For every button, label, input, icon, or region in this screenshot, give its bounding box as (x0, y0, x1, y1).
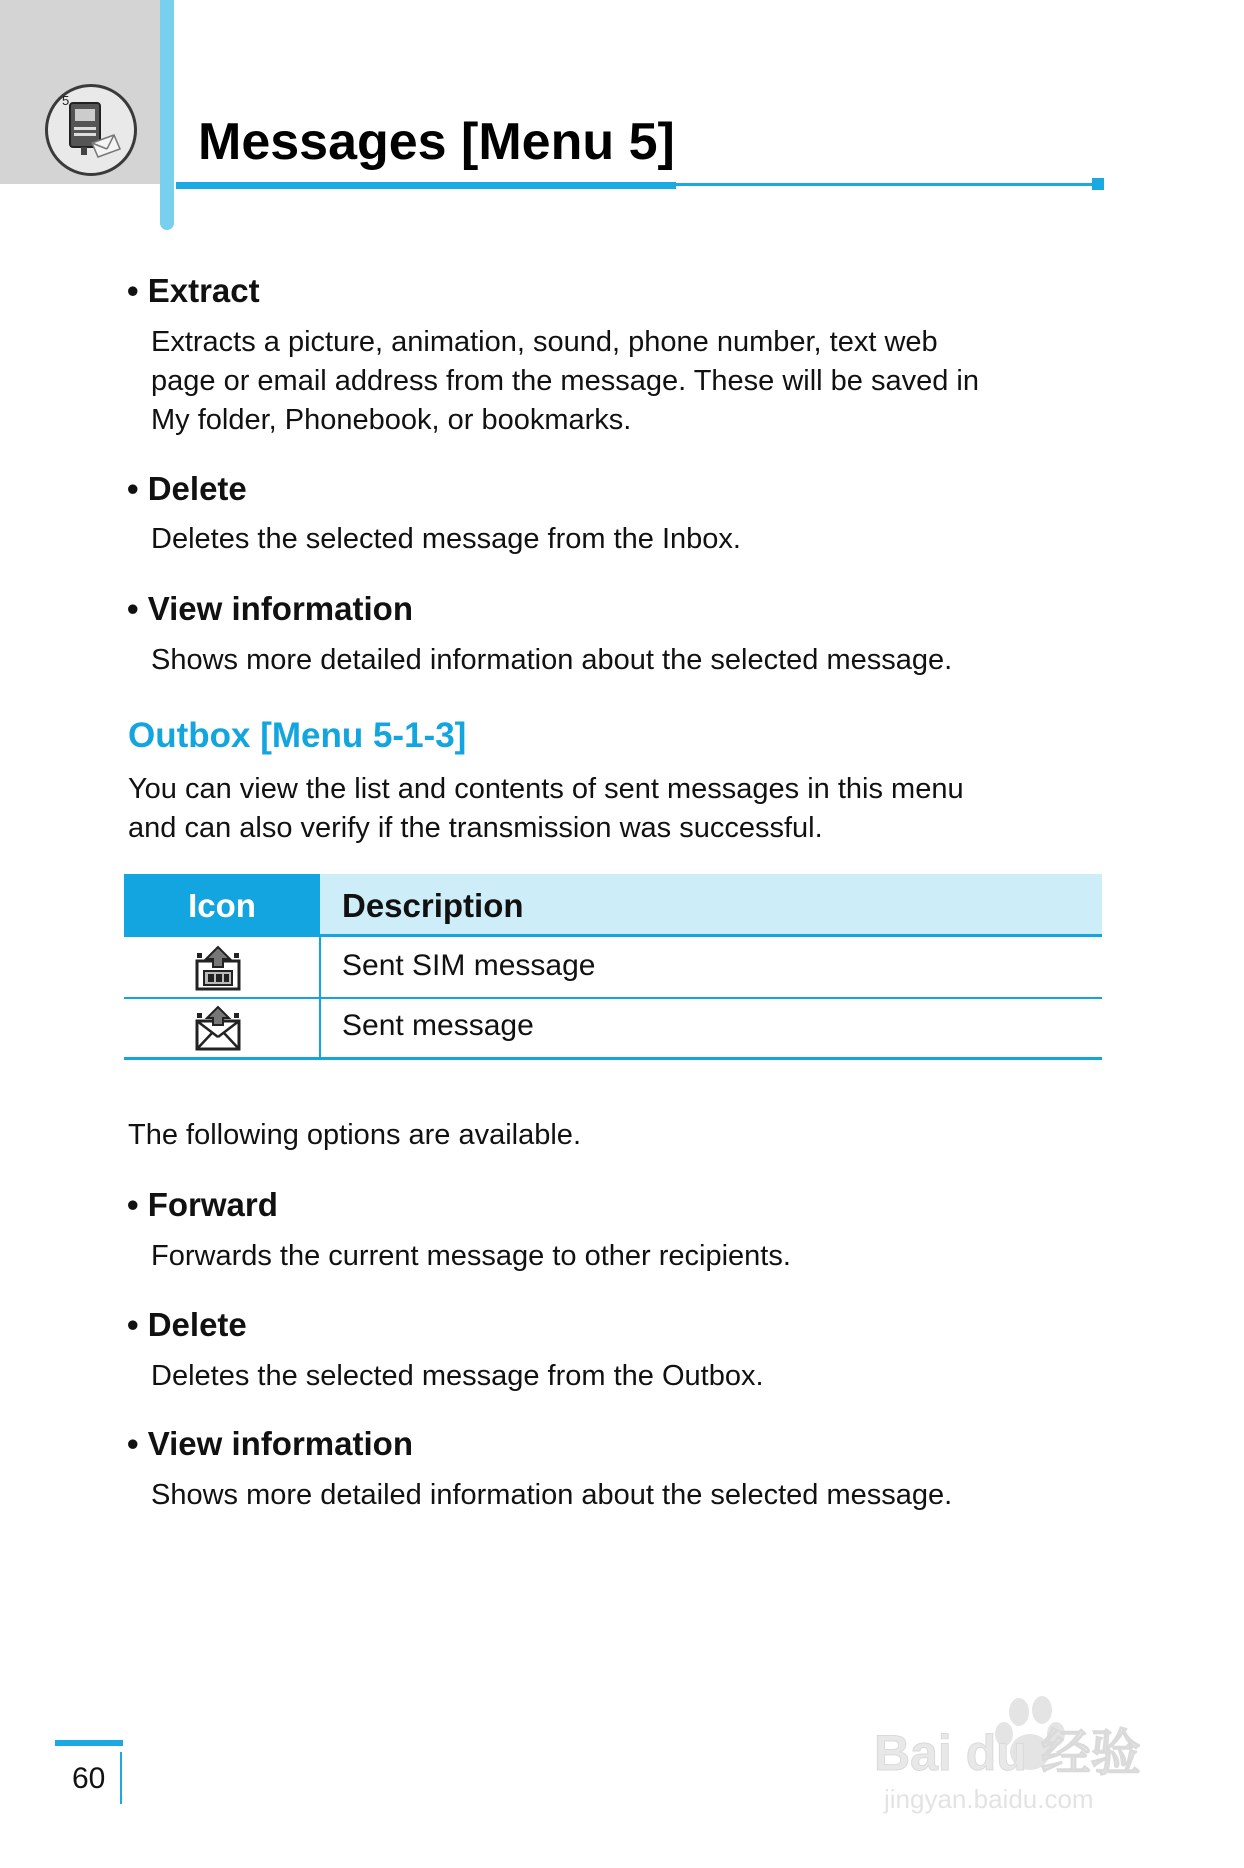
option-view-information-outbox-label: • View information (127, 1425, 413, 1462)
outbox-intro-line2: and can also verify if the transmission was successful. (128, 812, 823, 844)
table-cell-description: Sent SIM message (342, 949, 596, 982)
page-title: Messages [Menu 5] (198, 113, 675, 171)
table-header-description-label: Description (342, 887, 524, 924)
title-underline-thin (676, 183, 1098, 186)
option-extract-desc-line3: My folder, Phonebook, or bookmarks. (151, 404, 632, 436)
page-number-divider (120, 1752, 122, 1804)
option-forward-desc: Forwards the current message to other recipients. (151, 1240, 791, 1272)
option-view-information-outbox-desc: Shows more detailed information about the selected message. (151, 1479, 953, 1511)
watermark-brand: Bai du 经验 (874, 1725, 1141, 1781)
table-row (124, 937, 1102, 997)
option-extract-desc-line1: Extracts a picture, animation, sound, phone number, text web (151, 326, 938, 358)
watermark-url: jingyan.baidu.com (884, 1784, 1094, 1814)
table-header-description (320, 874, 1102, 936)
option-delete-outbox-label: • Delete (127, 1306, 247, 1343)
sent-sim-message-icon (192, 945, 246, 993)
option-delete-label: • Delete (127, 470, 247, 507)
page-number: 60 (72, 1762, 106, 1795)
option-forward-label: • Forward (127, 1186, 278, 1223)
options-intro: The following options are available. (128, 1119, 581, 1151)
option-extract-desc-line2: page or email address from the message. These will be saved in (151, 365, 980, 397)
option-delete-outbox-desc: Deletes the selected message from the Outbox. (151, 1360, 764, 1392)
option-delete-desc: Deletes the selected message from the Inbox. (151, 523, 741, 555)
title-underline-thick (176, 182, 676, 189)
header-vertical-bar (160, 0, 174, 230)
table-header-icon-label: Icon (188, 887, 256, 924)
option-view-information-label: • View information (127, 590, 413, 627)
menu-phone-icon (45, 84, 137, 176)
table-row (124, 999, 1102, 1057)
table-header-icon (124, 874, 320, 936)
outbox-intro-line1: You can view the list and contents of sent messages in this menu (128, 773, 964, 805)
outbox-section-title: Outbox [Menu 5-1-3] (128, 716, 467, 755)
baidu-watermark (864, 1690, 1164, 1820)
option-view-information-desc: Shows more detailed information about the selected message. (151, 644, 953, 676)
sent-message-icon (192, 1005, 246, 1053)
option-extract-label: • Extract (127, 272, 260, 309)
outbox-icon-table (124, 874, 1102, 1060)
badge-number: 5 (62, 93, 70, 108)
table-cell-description: Sent message (342, 1009, 534, 1042)
page-number-bar (55, 1740, 123, 1746)
title-underline-end-square (1092, 178, 1104, 190)
